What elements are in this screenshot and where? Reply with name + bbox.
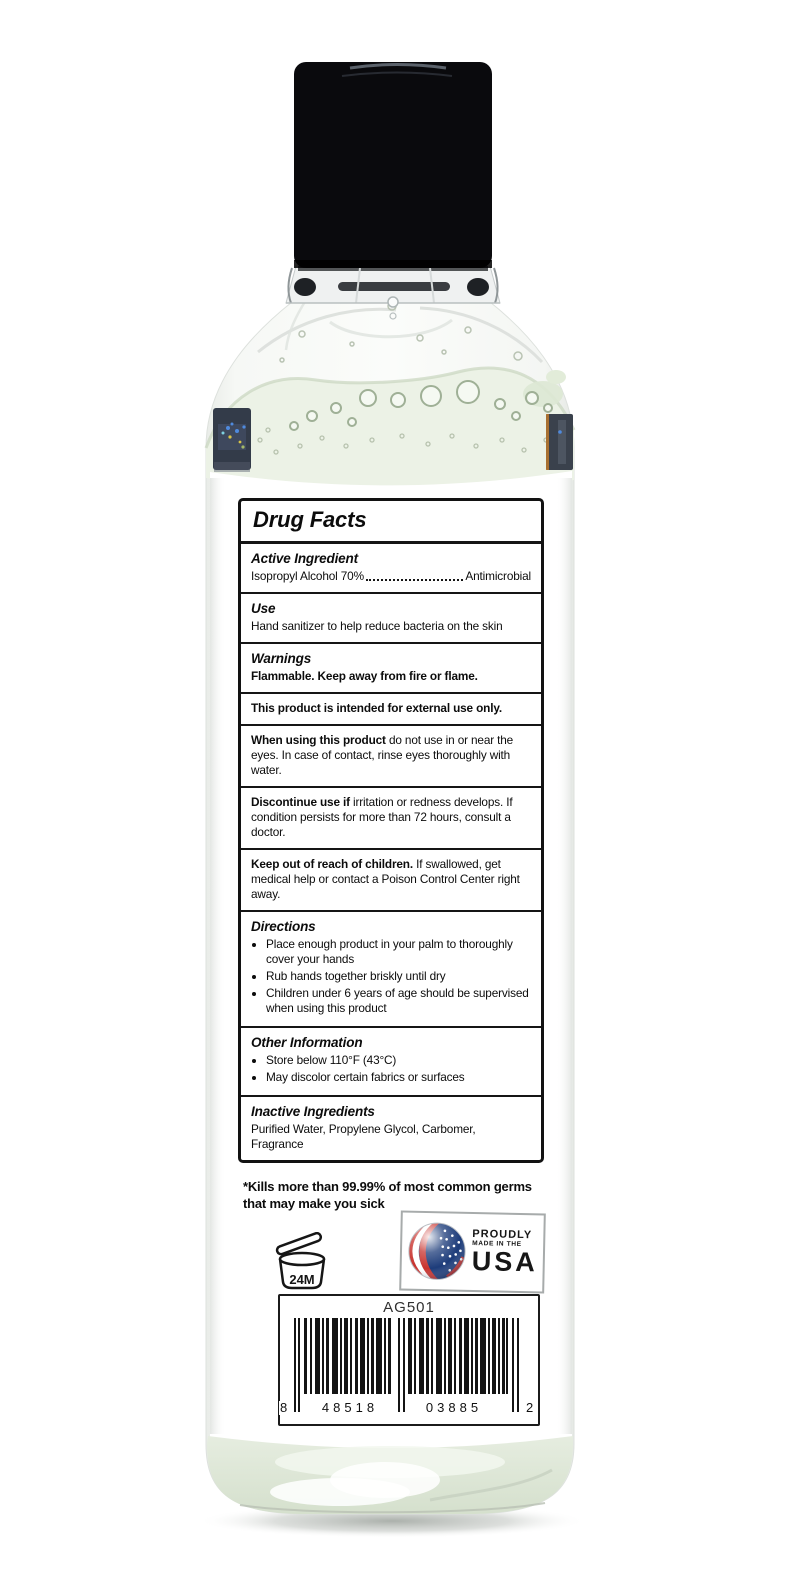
warnings-text: Flammable. Keep away from fire or flame. [251, 669, 478, 683]
directions-heading: Directions [251, 919, 316, 934]
bottom-gel [207, 1436, 573, 1514]
other-information-bullet: • Store below 110°F (43°C) [266, 1053, 531, 1068]
discontinue-section [241, 786, 541, 848]
active-ingredient-row [251, 569, 531, 584]
warnings-heading: Warnings [251, 651, 312, 666]
dotted-leader [366, 579, 463, 581]
keep-out-text: If swallowed, get medical help or contact a Poison Control Center right away. [251, 857, 520, 901]
other-information-heading: Other Information [251, 1035, 363, 1050]
right-reflection [546, 414, 573, 470]
when-using-section [241, 724, 541, 786]
bottle-cap [294, 62, 492, 268]
drug-facts-panel [238, 498, 544, 1163]
directions-section [241, 910, 541, 1026]
keep-out-lead: Keep out of reach of children. [251, 857, 413, 871]
directions-list [251, 937, 531, 1016]
pao-duration-label: 24M [289, 1272, 315, 1287]
discontinue-text: irritation or redness develops. If condition persists for more than 72 hours, consult a doctor. [251, 795, 513, 839]
directions-bullet: • Place enough product in your palm to thoroughly cover your hands [266, 937, 531, 967]
active-ingredient-heading: Active Ingredient [251, 551, 358, 566]
external-use-section [241, 692, 541, 724]
inactive-ingredients-text: Purified Water, Propylene Glycol, Carbomer, Fragrance [251, 1122, 476, 1151]
keep-out-section [241, 848, 541, 910]
barcode-right-digit: 2 [526, 1400, 534, 1415]
other-information-section [241, 1026, 541, 1095]
other-information-bullet: • May discolor certain fabrics or surfaces [266, 1070, 531, 1085]
usa-badge-line1: PROUDLY [472, 1227, 533, 1241]
warnings-section [241, 642, 541, 692]
usa-badge-line2: MADE IN THE [472, 1239, 522, 1248]
directions-bullet: • Rub hands together briskly until dry [266, 969, 531, 984]
other-information-list [251, 1053, 531, 1085]
active-ingredient-purpose: Antimicrobial [465, 569, 531, 583]
discontinue-lead: Discontinue use if [251, 795, 350, 809]
left-reflection [213, 408, 251, 472]
use-text: Hand sanitizer to help reduce bacteria on the skin [251, 619, 503, 633]
sku-code: AG501 [383, 1299, 435, 1316]
barcode-group1-digits: 48518 [304, 1401, 396, 1415]
inactive-ingredients-heading: Inactive Ingredients [251, 1104, 375, 1119]
inactive-ingredients-section [241, 1095, 541, 1160]
external-use-text: This product is intended for external use only. [251, 701, 502, 715]
drug-facts-title: Drug Facts [253, 507, 367, 532]
active-ingredient-section [241, 541, 541, 592]
use-section [241, 592, 541, 642]
made-in-usa-badge [399, 1210, 546, 1293]
usa-flag-sphere-icon [406, 1221, 467, 1282]
when-using-lead: When using this product [251, 733, 386, 747]
period-after-opening-icon [270, 1232, 334, 1292]
use-heading: Use [251, 601, 276, 616]
usa-badge-text [471, 1229, 538, 1277]
barcode-bars [280, 1318, 538, 1415]
barcode-left-digit: 8 [280, 1400, 288, 1415]
when-using-text: do not use in or near the eyes. In case of contact, rinse eyes thoroughly with water. [251, 733, 514, 777]
directions-bullet: • Children under 6 years of age should be supervised when using this product [266, 986, 531, 1016]
kills-germs-footnote: *Kills more than 99.99% of most common germs that may make you sick [243, 1179, 532, 1211]
usa-badge-line3: USA [471, 1246, 539, 1278]
active-ingredient-name: Isopropyl Alcohol 70% [251, 569, 364, 583]
barcode-group2-digits: 03885 [408, 1401, 500, 1415]
barcode-panel [278, 1294, 540, 1426]
